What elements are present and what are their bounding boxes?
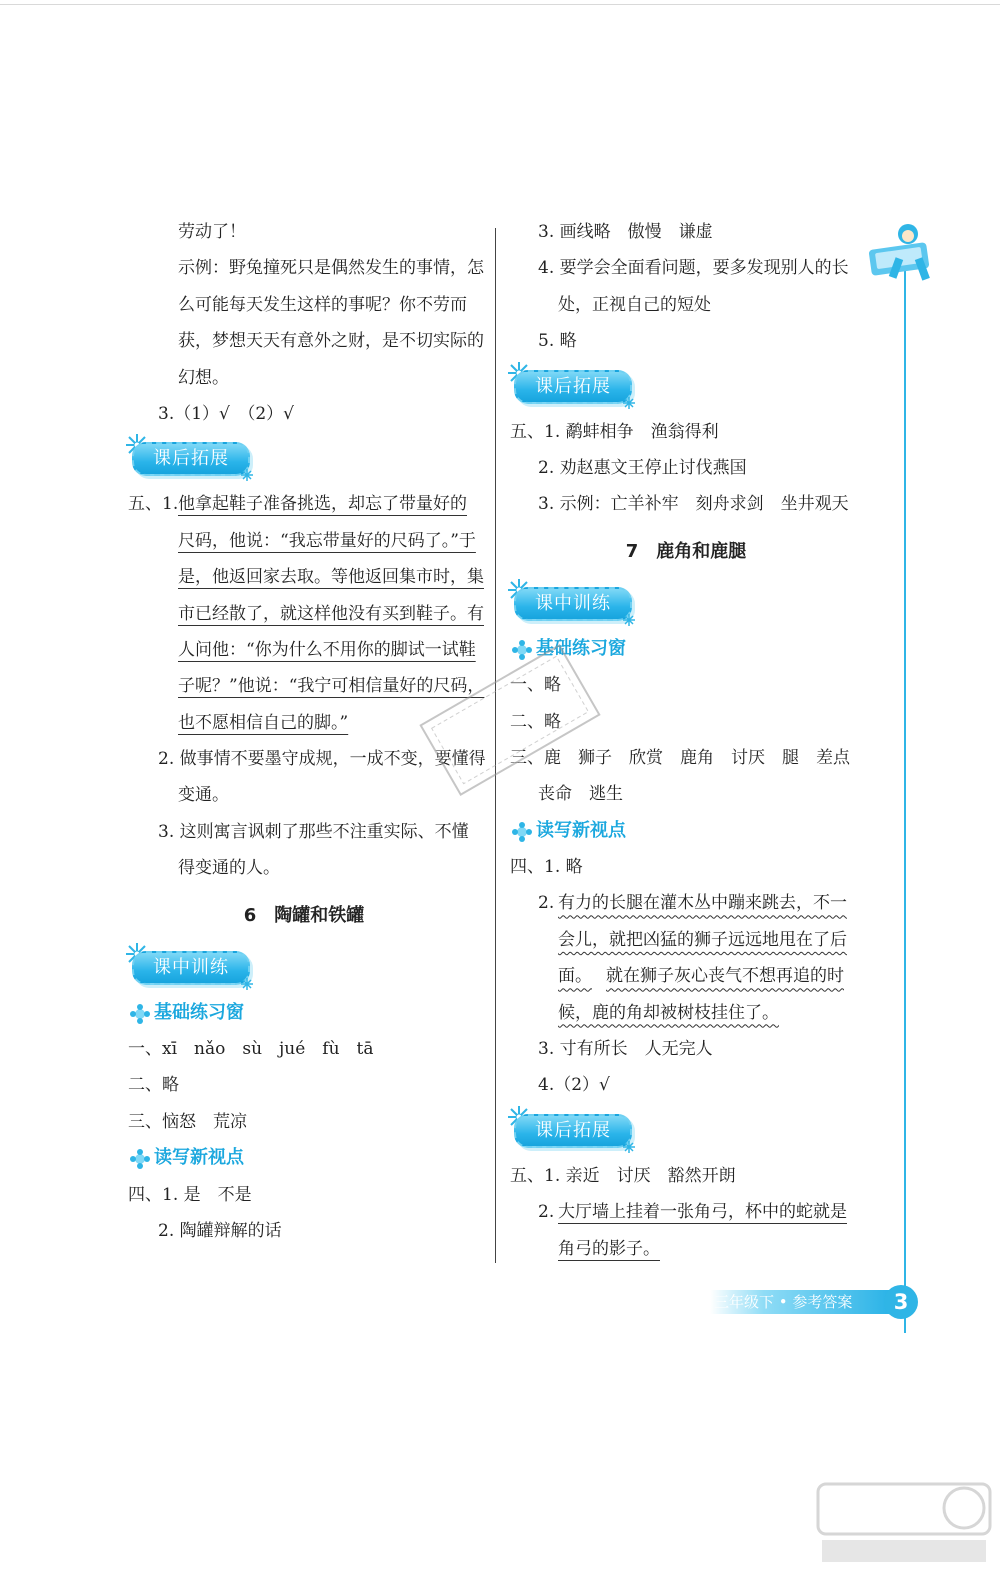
underlined-answer: 市已经散了，就这样他没有买到鞋子。有 <box>178 603 484 624</box>
text-line: 四、1. 是 不是 <box>128 1184 252 1205</box>
underlined-answer: 是，他返回家去取。等他返回集市时，集 <box>178 567 484 588</box>
text-line: 得变通的人。 <box>178 858 280 879</box>
underlined-answer: 子呢？”他说：“我宁可相信量好的尺码， <box>178 676 485 697</box>
subsection-label: 基础练习窗 <box>154 1001 244 1023</box>
text-line: 3.（1）√ （2）√ <box>158 403 295 424</box>
flower-bullet-icon <box>130 1004 150 1024</box>
text-line: 二、略 <box>510 711 561 732</box>
text-line: 一、略 <box>510 675 561 696</box>
question-number: 2. <box>538 893 555 914</box>
watermark-logo <box>814 1478 994 1568</box>
decorative-rail <box>904 268 906 1333</box>
text-line: 3. 示例：亡羊补牢 刻舟求剑 坐井观天 <box>538 494 849 515</box>
question-label: 五、1. <box>128 494 179 515</box>
badge-pill <box>514 1114 632 1148</box>
badge-label: 课后拓展 <box>153 448 229 470</box>
question-number: 2. <box>538 1202 555 1223</box>
answer-row <box>128 486 480 522</box>
text-line: 变通。 <box>178 785 229 806</box>
subsection-label: 读写新视点 <box>536 819 626 841</box>
section-badge-after-class <box>128 432 480 486</box>
left-top-lines <box>128 214 484 432</box>
text-line: 2. 做事情不要墨守成规，一成不变，要懂得 <box>158 749 486 770</box>
text-line: 3. 这则寓言讽刺了那些不注重实际、不懂 <box>158 821 469 842</box>
top-rule <box>0 4 1000 5</box>
wavy-answer: 有力的长腿在灌木丛中蹦来跳去，不一 <box>558 893 847 914</box>
stamp-illustration <box>410 640 610 800</box>
text-line: 一、xī nǎo sù jué fù tā <box>128 1039 374 1060</box>
text-line: 4. 要学会全面看问题，要多发现别人的长 <box>538 258 849 279</box>
text-line: 丧命 逃生 <box>538 784 623 805</box>
underlined-answer: 也不愿相信自己的脚。” <box>178 712 349 733</box>
wavy-answer: 候，鹿的角却被树枝挂住了。 <box>558 1002 779 1023</box>
text-line: 3. 寸有所长 人无完人 <box>538 1039 713 1060</box>
text-line: 3. 画线略 傲慢 谦虚 <box>538 222 713 242</box>
answer-row <box>510 1194 862 1230</box>
footer-label: 三年级下 • 参考答案 <box>714 1293 853 1311</box>
section-badge-after-class <box>510 1104 862 1158</box>
underlined-answer: 人问他：“你为什么不用你的脚试一试鞋 <box>178 639 476 660</box>
answer-row <box>510 885 862 921</box>
badge-label: 课后拓展 <box>535 1119 611 1141</box>
text-line <box>510 922 862 958</box>
page-number: 3 <box>884 1285 918 1319</box>
wavy-answer: 就在狮子灰心丧气不想再追的时 <box>606 966 844 987</box>
text-line: 处，正视自己的短处 <box>558 294 711 315</box>
badge-pill <box>132 442 250 476</box>
text-line: 三、恼怒 荒凉 <box>128 1111 247 1132</box>
text-line: 五、1. 亲近 讨厌 豁然开朗 <box>510 1165 736 1186</box>
text-line: 四、1. 略 <box>510 857 583 878</box>
snowflake-icon <box>622 1140 636 1154</box>
badge-label: 课后拓展 <box>535 375 611 397</box>
text-line: 2. 陶罐辩解的话 <box>158 1220 282 1241</box>
text-line: 二、略 <box>128 1075 179 1096</box>
snowflake-icon <box>622 613 636 627</box>
text-line: 五、1. 鹬蚌相争 渔翁得利 <box>510 421 719 442</box>
subsection-label: 基础练习窗 <box>536 637 626 659</box>
text-line: 5. 略 <box>538 331 577 352</box>
section-badge-in-class <box>510 577 862 631</box>
underlined-answer: 尺码，他说：“我忘带量好的尺码了。”于 <box>178 530 476 551</box>
mascot-illustration <box>862 218 942 288</box>
text-line: 三、鹿 狮子 欣赏 鹿角 讨厌 腿 差点 <box>510 747 850 768</box>
text-line <box>128 523 480 559</box>
flower-bullet-icon <box>512 822 532 842</box>
text-line: 么可能每天发生这样的事呢？你不劳而 <box>178 294 467 315</box>
text-line: 示例：野兔撞死只是偶然发生的事情，怎 <box>178 258 484 279</box>
text-line <box>510 958 862 994</box>
underlined-answer: 大厅墙上挂着一张角弓，杯中的蛇就是 <box>558 1202 847 1223</box>
text-line <box>128 596 484 632</box>
text-line: 幻想。 <box>178 367 229 388</box>
wavy-answer: 面。 <box>558 966 592 987</box>
text-line <box>510 1231 862 1267</box>
snowflake-icon <box>240 977 254 991</box>
subsection-heading <box>128 995 480 1031</box>
underlined-answer: 角弓的影子。 <box>558 1238 660 1259</box>
badge-label: 课中训练 <box>153 956 229 978</box>
section-badge-after-class <box>510 360 862 414</box>
text-line: 劳动了！ <box>178 222 246 242</box>
lesson-title: 6 陶罐和铁罐 <box>243 904 365 926</box>
wavy-answer: 会儿，就把凶猛的狮子远远地甩在了后 <box>558 929 847 950</box>
text-line: 获，梦想天天有意外之财，是不切实际的 <box>178 331 484 352</box>
flower-bullet-icon <box>130 1149 150 1169</box>
text-line <box>128 559 484 595</box>
section-badge-in-class <box>128 941 480 995</box>
subsection-label: 读写新视点 <box>154 1147 244 1169</box>
badge-pill <box>514 370 632 404</box>
text-line <box>510 995 862 1031</box>
snowflake-icon <box>240 468 254 482</box>
lesson-title: 7 鹿角和鹿腿 <box>625 540 747 562</box>
badge-label: 课中训练 <box>535 592 611 614</box>
badge-pill <box>514 587 632 621</box>
snowflake-icon <box>622 396 636 410</box>
subsection-heading <box>510 813 862 849</box>
text-line: 4.（2）√ <box>538 1075 610 1096</box>
subsection-heading <box>128 1140 480 1176</box>
underlined-answer: 他拿起鞋子准备挑选，却忘了带量好的 <box>178 494 467 515</box>
text-line: 2. 劝赵惠文王停止讨伐燕国 <box>538 457 747 478</box>
badge-pill <box>132 951 250 985</box>
